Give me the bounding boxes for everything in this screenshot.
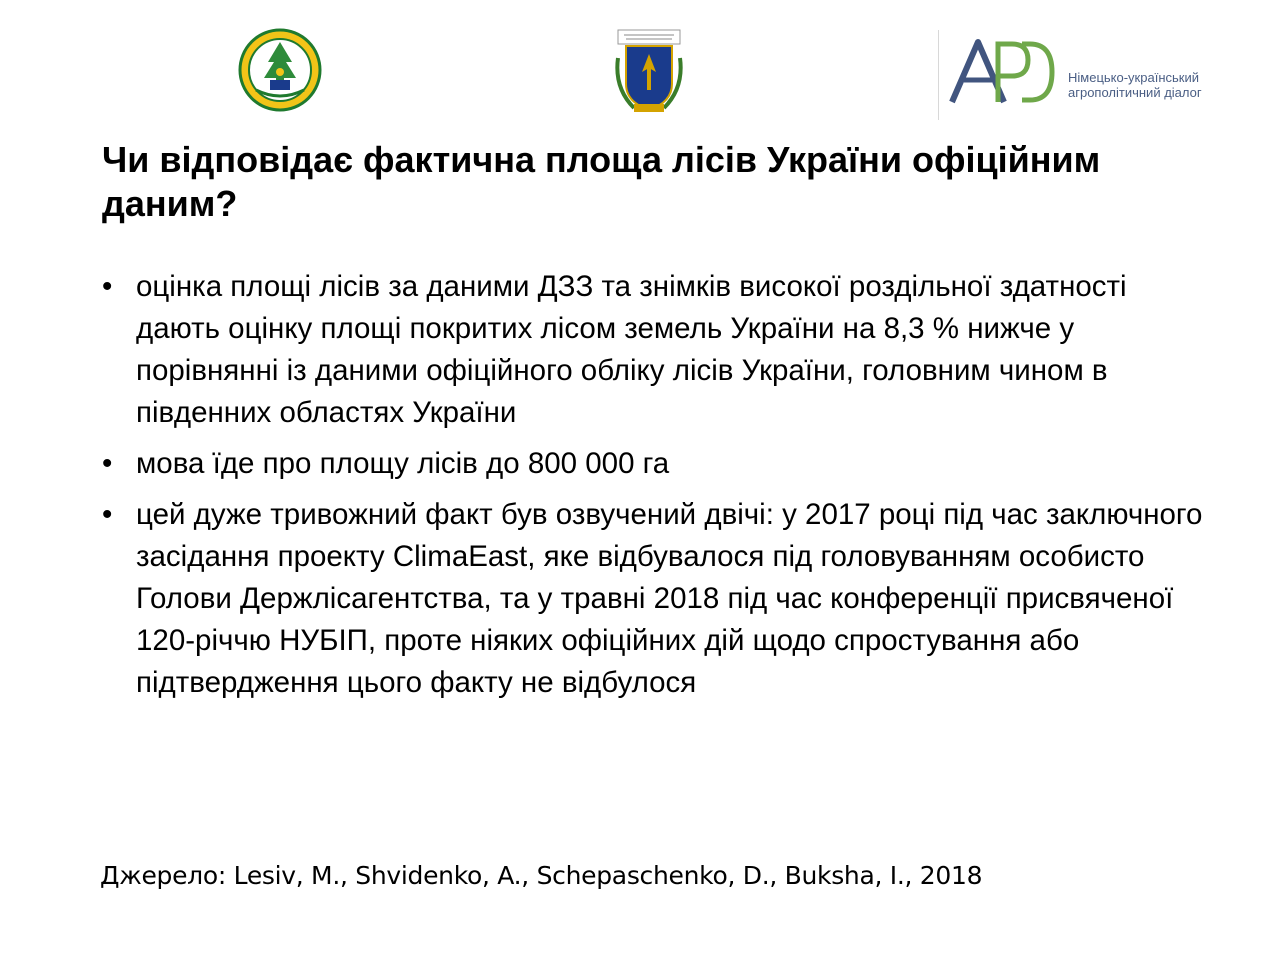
bullet-text: оцінка площі лісів за даними ДЗЗ та знімків високої роздільної здатності дають оцінку площі покритих лісом земель України на 8,3 % нижче у порівнянні із даними офіційного обліку лісів України, головним чином в південних областях України [136, 270, 1127, 429]
bullet-item [102, 443, 1212, 485]
bullet-marker: • [102, 447, 113, 480]
apd-caption-line-1: Німецько-український [1068, 70, 1199, 85]
bullet-marker: • [102, 270, 113, 303]
source-citation: Джерело: Lesiv, M., Shvidenko, A., Schepaschenko, D., Buksha, I., 2018 [100, 861, 983, 890]
apd-logo [948, 36, 1056, 108]
slide-title: Чи відповідає фактична площа лісів України офіційним даним? [102, 139, 1101, 224]
apd-logo-icon [948, 36, 1056, 108]
university-crest [612, 28, 686, 118]
bullet-item [102, 266, 1212, 434]
bullet-marker: • [102, 498, 113, 531]
logo-divider [938, 30, 939, 120]
apd-caption-line-2: агрополітичний діалог [1068, 85, 1202, 100]
bullet-text: цей дуже тривожний факт був озвучений двічі: у 2017 році під час заключного засідання проекту ClimaEast, яке відбувалося під головуванням особисто Голови Держлісагентства, та у травні 2018 під час конференції присвяченої 120-річчю НУБІП, проте ніяких офіційних дій щодо спростування або підтвердження цього факту не відбулося [136, 498, 1203, 699]
apd-caption [1068, 70, 1202, 100]
crest-icon [612, 28, 686, 118]
forest-emblem-icon [236, 28, 324, 112]
bullet-text: мова їде про площу лісів до 800 000 га [136, 447, 670, 480]
forest-university-emblem [236, 28, 324, 112]
bullet-item [102, 494, 1212, 704]
bullet-list [102, 266, 1212, 713]
